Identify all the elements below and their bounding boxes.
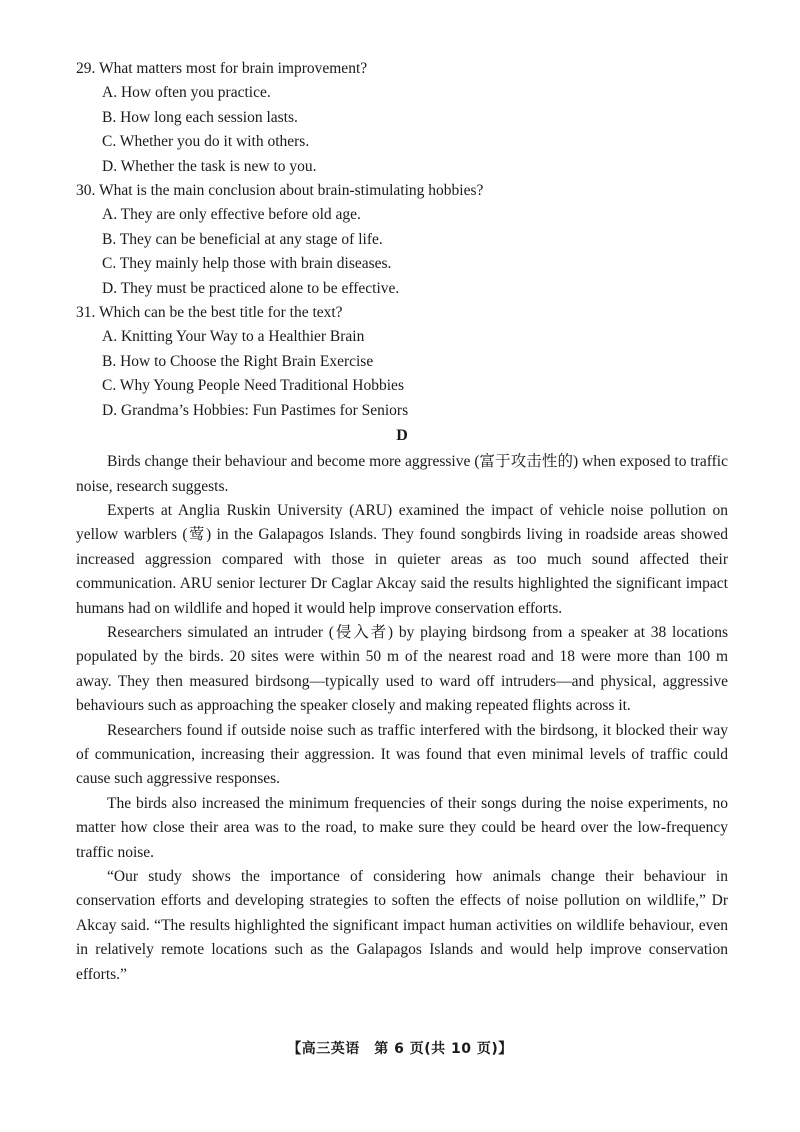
option-d: D. Grandma’s Hobbies: Fun Pastimes for Seniors (102, 401, 409, 419)
option-b: B. They can be beneficial at any stage of life. (102, 230, 383, 248)
paragraph: Researchers found if outside noise such as traffic interfered with the birdsong, it blocked their way of communication, increasing their aggression. It was found that even minimal levels of traffic could cause such aggressive responses. (76, 721, 728, 788)
paragraph: The birds also increased the minimum frequencies of their songs during the noise experiments, no matter how close their area was to the road, to make sure they could be heard over the low-frequency traffic noise. (76, 794, 728, 861)
question-30 (76, 179, 728, 301)
question-stem: 30. What is the main conclusion about brain-stimulating hobbies? (76, 182, 484, 200)
option-a: A. Knitting Your Way to a Healthier Brain (102, 328, 365, 346)
option-c: C. They mainly help those with brain diseases. (102, 255, 392, 273)
option-c: C. Whether you do it with others. (102, 133, 310, 151)
question-29 (76, 57, 728, 179)
option-a: A. How often you practice. (102, 84, 271, 102)
option-c: C. Why Young People Need Traditional Hobbies (102, 377, 404, 395)
question-stem: 29. What matters most for brain improvement? (76, 60, 368, 77)
page-footer: 【高三英语 第 6 页(共 10 页)】 (287, 1041, 513, 1057)
paragraph: Experts at Anglia Ruskin University (ARU) examined the impact of vehicle noise pollution on yellow warblers (莺) in the Galapagos Islands. They found songbirds living in roadside areas showed increased aggression compared with those in quieter areas as too much sound affected their communication. ARU senior lecturer Dr Caglar Akcay said the results highlighted the significant impact humans had on wildlife and hoped it would help improve conservation efforts. (76, 501, 728, 617)
option-b: B. How to Choose the Right Brain Exercise (102, 352, 374, 370)
passage (76, 450, 728, 987)
exam-page (76, 57, 728, 987)
option-b: B. How long each session lasts. (102, 108, 298, 126)
paragraph: Birds change their behaviour and become more aggressive (富于攻击性的) when exposed to traffic noise, research suggests. (76, 453, 728, 495)
section-heading: D (396, 427, 408, 445)
question-31 (76, 301, 728, 423)
option-d: D. They must be practiced alone to be effective. (102, 279, 400, 297)
paragraph: Researchers simulated an intruder (侵入者) by playing birdsong from a speaker at 38 locations populated by the birds. 20 sites were within 50 m of the nearest road and 18 were more than 100 m away. They then measured birdsong—typically used to ward off intruders—and physical, aggressive behaviours such as approaching the speaker closely and making repeated flights across it. (76, 623, 728, 715)
question-stem: 31. Which can be the best title for the text? (76, 304, 343, 322)
paragraph: “Our study shows the importance of considering how animals change their behaviour in conservation efforts and developing strategies to soften the effects of noise pollution on wildlife,” Dr Akcay said. “The results highlighted the significant impact human activities on wildlife behaviour, even in relatively remote locations such as the Galapagos Islands and would help improve conservation efforts.” (76, 868, 728, 983)
option-a: A. They are only effective before old age. (102, 206, 361, 224)
option-d: D. Whether the task is new to you. (102, 157, 317, 175)
